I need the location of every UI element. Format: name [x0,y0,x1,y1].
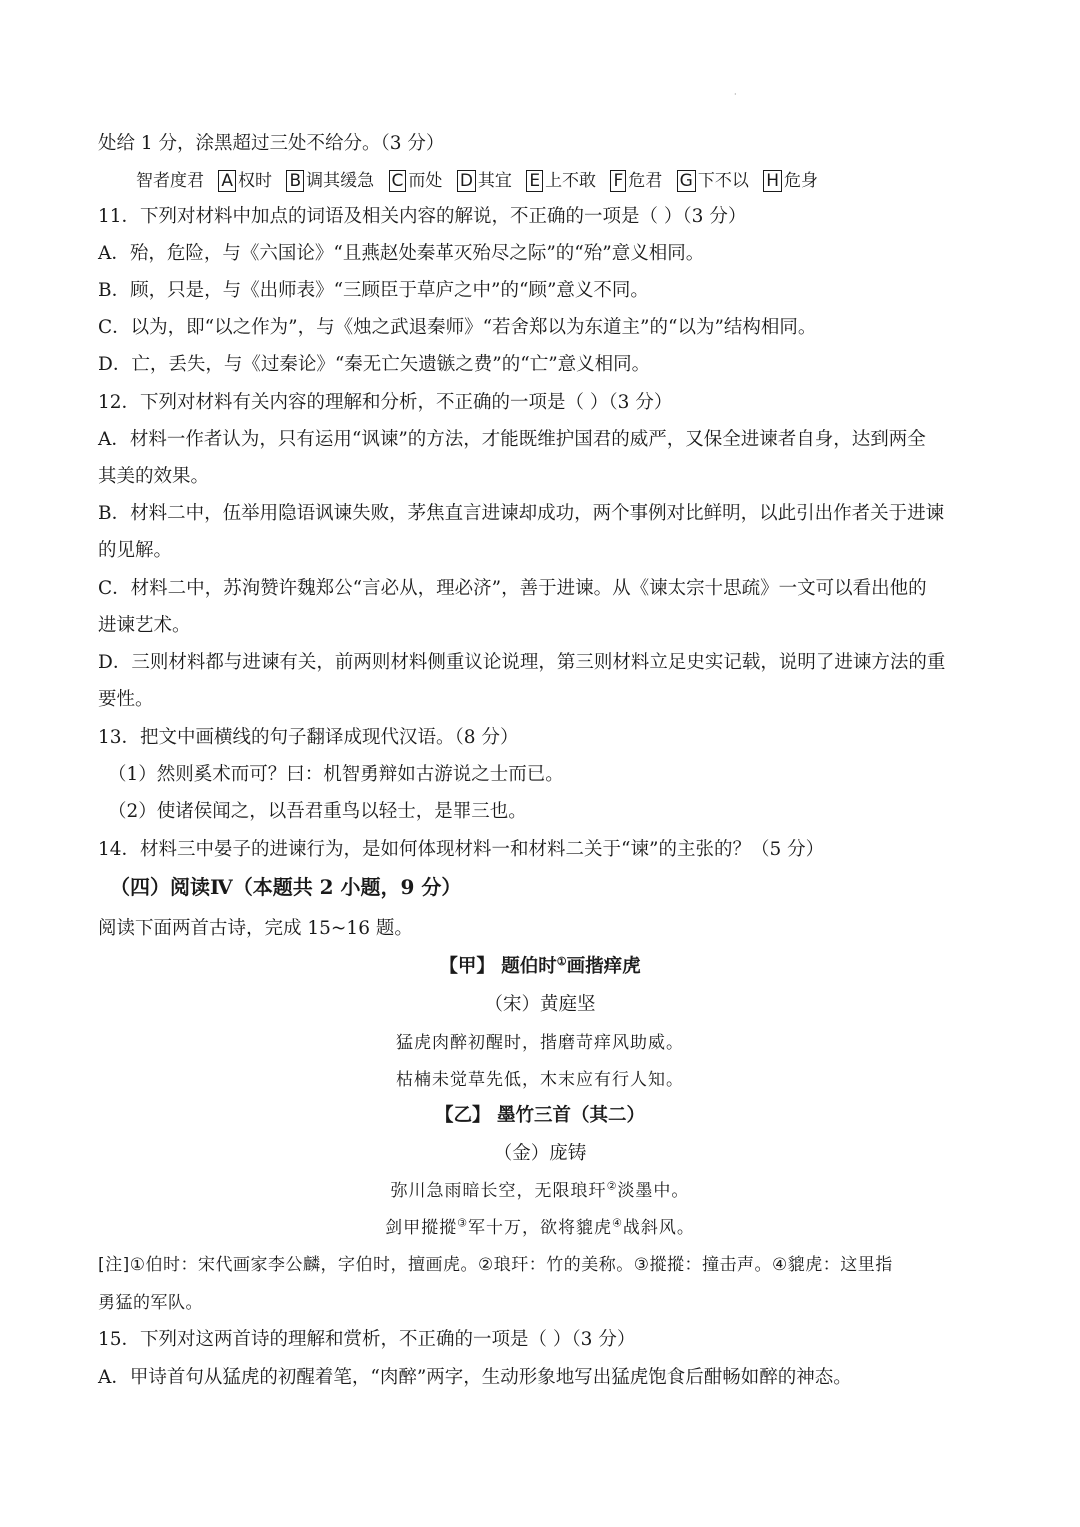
section-4-title: （四）阅读Ⅳ（本题共 2 小题，9 分） [110,875,462,899]
q11-option-a: A．殆，危险，与《六国论》“且燕赵处秦革灭殆尽之际”的“殆”意义相同。 [98,243,705,264]
poem-yi-line-2-c: 战斜风。 [622,1218,695,1238]
poem-yi-line-1-a: 弥川急雨暗长空，无限琅玕 [390,1181,607,1201]
poem-jia-label: 【甲】 [439,956,495,977]
q12-option-b-line1: B．材料二中，伍举用隐语讽谏失败，茅焦直言进谏却成功，两个事例对比鲜明，以此引出作者关于进谏 [98,503,945,524]
q13-sentence-2: （2）使诸侯闻之，以吾君重鸟以轻士，是罪三也。 [108,801,527,822]
intro-line: 处给 1 分，涂黑超过三处不给分。（3 分） [98,133,445,154]
q11-option-c: C．以为，即“以之作为”，与《烛之武退秦师》“若舍郑以为东道主”的“以为”结构相同。 [98,317,817,338]
q12-option-a-line1: A．材料一作者认为，只有运用“讽谏”的方法，才能既维护国君的威严，又保全进谏者自身，达到两全 [98,429,926,450]
q13-stem: 13．把文中画横线的句子翻译成现代汉语。（8 分） [98,727,519,748]
q12-option-a-line2: 其美的效果。 [98,466,210,487]
scan-speck: · [734,90,737,99]
poem-jia-line-1: 猛虎肉醉初醒时，揩磨苛痒风助威。 [396,1033,684,1053]
q12-option-c-line2: 进谏艺术。 [98,615,191,636]
poem-yi-line-2-b: 军十万，欲将貔虎 [468,1218,612,1238]
segment-box-h[interactable]: H [763,170,782,192]
poem-yi-title-text: 墨竹三首（其二） [496,1105,645,1126]
section-4-instruction: 阅读下面两首古诗，完成 15~16 题。 [98,918,413,939]
poem-yi-line-2 [0,1216,1080,1240]
footnote-marker-3: ③ [457,1216,468,1230]
segment-text-c: 而处 [408,171,443,191]
segment-text-g: 下不以 [697,171,749,191]
segment-row [136,169,1026,193]
segment-box-g[interactable]: G [677,170,696,192]
q12-option-b-line2: 的见解。 [98,540,173,561]
footnote-marker-2: ② [606,1179,618,1193]
segment-text-d: 其宜 [477,171,512,191]
q12-option-c-line1: C．材料二中，苏洵赞许魏郑公“言必从，理必济”，善于进谏。从《谏太宗十思疏》一文可以看出他的 [98,578,927,599]
notes-line-1: [注]①伯时：宋代画家李公麟，字伯时，擅画虎。②琅玕：竹的美称。③摐摐：撞击声。④貔虎：这里指 [98,1255,893,1275]
segment-lead: 智者度君 [136,171,204,191]
segment-box-f[interactable]: F [610,170,626,192]
segment-text-b: 调其缓急 [306,171,375,191]
q15-option-a: A．甲诗首句从猛虎的初醒着笔，“肉醉”两字，生动形象地写出猛虎饱食后酣畅如醉的神态。 [98,1367,852,1388]
poem-jia-title-a: 题伯时 [501,956,557,977]
poem-jia-author: （宋）黄庭坚 [484,994,596,1015]
q13-sentence-1: （1）然则奚术而可？曰：机智勇辩如古游说之士而已。 [108,764,564,785]
notes-line-2: 勇猛的军队。 [98,1293,203,1313]
segment-box-d[interactable]: D [457,170,476,192]
q11-option-d: D．亡，丢失，与《过秦论》“秦无亡矢遗镞之费”的“亡”意义相同。 [98,354,651,375]
poem-jia-line-2: 枯楠未觉草先低，木末应有行人知。 [396,1070,684,1090]
q11-option-b: B．顾，只是，与《出师表》“三顾臣于草庐之中”的“顾”意义不同。 [98,280,649,301]
q14-stem: 14．材料三中晏子的进谏行为，是如何体现材料一和材料二关于“谏”的主张的？（5 分） [98,839,825,860]
footnote-marker-4: ④ [612,1216,623,1230]
segment-text-e: 上不敢 [545,171,597,191]
segment-box-a[interactable]: A [218,170,236,192]
segment-box-b[interactable]: B [286,170,304,192]
poem-jia-title-b: 画揩痒虎 [566,956,641,977]
poem-yi-line-2-a: 剑甲摐摐 [385,1218,458,1238]
poem-yi-label: 【乙】 [435,1105,491,1126]
q15-stem: 15．下列对这两首诗的理解和赏析，不正确的一项是（ ）（3 分） [98,1329,636,1350]
segment-box-e[interactable]: E [526,170,543,192]
q12-option-d-line2: 要性。 [98,689,154,710]
poem-jia-title [0,955,1080,979]
poem-yi-line-1 [0,1179,1080,1203]
q12-stem: 12．下列对材料有关内容的理解和分析，不正确的一项是（ ）（3 分） [98,392,673,413]
poem-yi-title [0,1104,1080,1128]
segment-text-f: 危君 [628,171,663,191]
poem-yi-author: （金）庞铸 [493,1143,587,1164]
footnote-marker-1: ① [556,954,567,968]
q12-option-d-line1: D．三则材料都与进谏有关，前两则材料侧重议论说理，第三则材料立足史实记载，说明了进谏方法的重 [98,652,946,673]
q11-stem: 11．下列对材料中加点的词语及相关内容的解说，不正确的一项是（ ）（3 分） [98,206,747,227]
segment-text-a: 权时 [238,171,273,191]
segment-text-h: 危身 [784,171,819,191]
poem-yi-line-1-b: 淡墨中。 [617,1181,690,1201]
segment-box-c[interactable]: C [389,170,407,192]
